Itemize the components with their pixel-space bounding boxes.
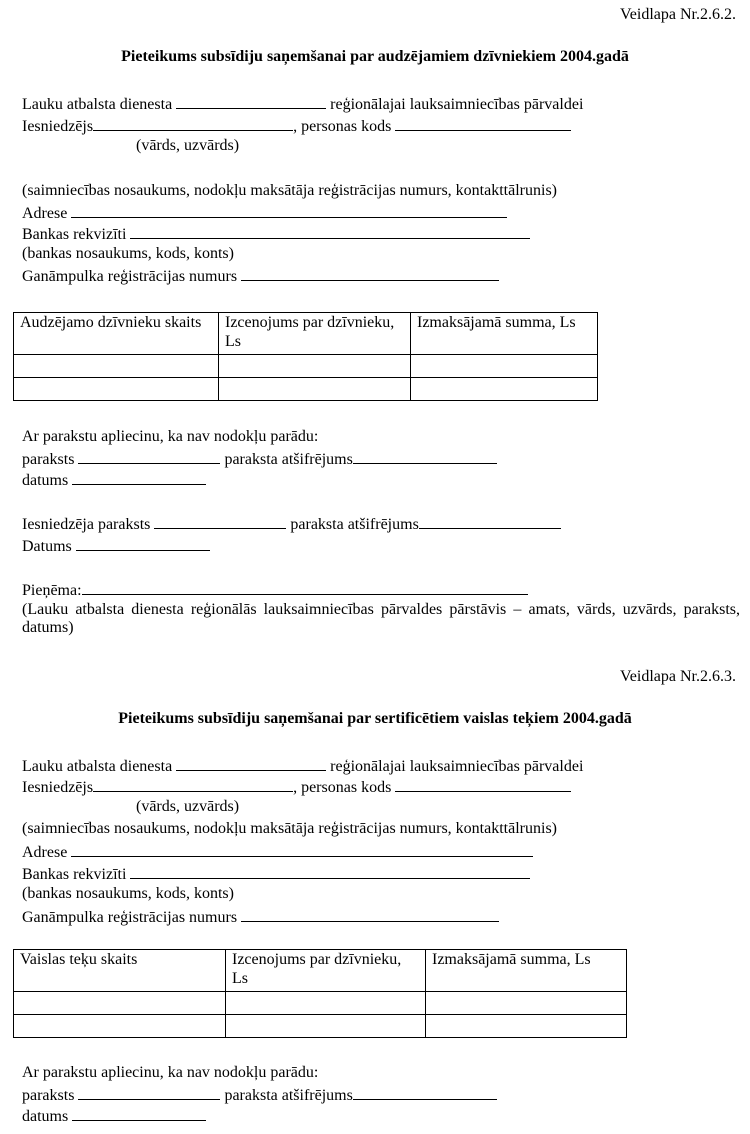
applicant-label: Iesniedzējs [22,779,94,796]
applicant-date-label: Datums [22,538,72,555]
bank-line [22,224,530,244]
accepted-line [22,580,528,600]
table-header-row [14,950,627,992]
table-row [14,355,598,378]
tax-statement: Ar parakstu apliecinu, ka nav nodokļu parādu: [22,1064,319,1081]
signature-decode-label: paraksta atšifrējums [224,451,353,468]
herd-blank[interactable] [241,907,499,922]
header-count: Vaislas teķu skaits [14,950,226,992]
table-row [14,378,598,401]
signature-line [22,1085,497,1105]
accepted-label: Pieņēma: [22,582,82,599]
applicant-line [22,777,571,797]
signature-decode-label: paraksta atšifrējums [224,1087,353,1104]
signature-label: paraksts [22,451,75,468]
table-cell[interactable] [219,355,411,378]
date-label: datums [22,1108,69,1125]
herd-label: Ganāmpulka reģistrācijas numurs [22,268,238,285]
signature-decode-blank[interactable] [353,1085,497,1100]
applicant-blank[interactable] [93,777,293,792]
table-cell[interactable] [14,355,219,378]
table-row [14,1015,627,1038]
signature-blank[interactable] [78,1085,220,1100]
applicant-date-line [22,536,210,556]
applicant-signature-label: Iesniedzēja paraksts [22,516,151,533]
signature-blank[interactable] [78,449,220,464]
applicant-signature-line [22,514,561,534]
breeders-table [13,949,627,1038]
table-cell[interactable] [426,1015,627,1038]
table-cell[interactable] [411,378,598,401]
service-blank[interactable] [176,94,326,109]
header-count: Audzējamo dzīvnieku skaits [14,313,219,355]
applicant-blank[interactable] [93,116,293,131]
name-hint: (vārds, uzvārds) [136,798,240,815]
form-number: Veidlapa Nr.2.6.2. [620,6,736,23]
address-label: Adrese [22,205,68,222]
applicant-line [22,116,571,136]
table-cell[interactable] [226,992,426,1015]
animals-table [13,312,598,401]
form-title: Pieteikums subsīdiju saņemšanai par audzējamiem dzīvniekiem 2004.gadā [121,48,629,65]
service-blank[interactable] [176,756,326,771]
service-suffix: reģionālajai lauksaimniecības pārvaldei [330,96,584,113]
herd-line [22,266,499,286]
table-header-row [14,313,598,355]
service-label: Lauku atbalsta dienesta [22,96,173,113]
service-suffix: reģionālajai lauksaimniecības pārvaldei [330,758,584,775]
bank-hint: (bankas nosaukums, kods, konts) [22,245,234,262]
bank-blank[interactable] [130,864,530,879]
table-cell[interactable] [226,1015,426,1038]
table-cell[interactable] [219,378,411,401]
header-sum: Izmaksājamā summa, Ls [426,950,627,992]
farm-hint: (saimniecības nosaukums, nodokļu maksātāja reģistrācijas numurs, kontakttālrunis) [22,182,557,199]
date-line [22,470,206,490]
herd-line [22,907,499,927]
applicant-label: Iesniedzējs [22,118,94,135]
bank-line [22,864,530,884]
bank-label: Bankas rekvizīti [22,866,127,883]
personal-code-label: , personas kods [293,118,392,135]
address-line [22,203,507,223]
signature-line [22,449,497,469]
address-blank[interactable] [71,842,533,857]
personal-code-blank[interactable] [395,777,571,792]
personal-code-label: , personas kods [293,779,392,796]
herd-blank[interactable] [241,266,499,281]
farm-hint: (saimniecības nosaukums, nodokļu maksātāja reģistrācijas numurs, kontakttālrunis) [22,820,557,837]
accepted-blank[interactable] [82,580,528,595]
header-sum: Izmaksājamā summa, Ls [411,313,598,355]
address-line [22,842,533,862]
bank-label: Bankas rekvizīti [22,226,127,243]
applicant-date-blank[interactable] [76,536,210,551]
name-hint: (vārds, uzvārds) [136,137,240,154]
personal-code-blank[interactable] [395,116,571,131]
date-blank[interactable] [72,470,206,485]
table-cell[interactable] [14,378,219,401]
applicant-decode-label: paraksta atšifrējums [290,516,419,533]
bank-hint: (bankas nosaukums, kods, konts) [22,885,234,902]
address-label: Adrese [22,844,68,861]
tax-statement: Ar parakstu apliecinu, ka nav nodokļu parādu: [22,428,319,445]
herd-label: Ganāmpulka reģistrācijas numurs [22,909,238,926]
date-label: datums [22,472,69,489]
header-price: Izcenojums par dzīvnieku, Ls [226,950,426,992]
form-title: Pieteikums subsīdiju saņemšanai par sertificētiem vaislas teķiem 2004.gadā [118,710,632,727]
accepted-hint: (Lauku atbalsta dienesta reģionālās lauksaimniecības pārvaldes pārstāvis – amats, vārds, uzvārds, paraksts, datums) [22,601,740,636]
applicant-signature-blank[interactable] [154,514,286,529]
table-cell[interactable] [411,355,598,378]
table-row [14,992,627,1015]
bank-blank[interactable] [130,224,530,239]
address-blank[interactable] [71,203,507,218]
service-label: Lauku atbalsta dienesta [22,758,173,775]
applicant-decode-blank[interactable] [419,514,561,529]
table-cell[interactable] [14,1015,226,1038]
date-blank[interactable] [72,1106,206,1121]
signature-label: paraksts [22,1087,75,1104]
table-cell[interactable] [426,992,627,1015]
signature-decode-blank[interactable] [353,449,497,464]
header-price: Izcenojums par dzīvnieku, Ls [219,313,411,355]
date-line [22,1106,206,1126]
service-line [22,94,583,114]
table-cell[interactable] [14,992,226,1015]
form-number: Veidlapa Nr.2.6.3. [620,668,736,685]
service-line [22,756,583,776]
